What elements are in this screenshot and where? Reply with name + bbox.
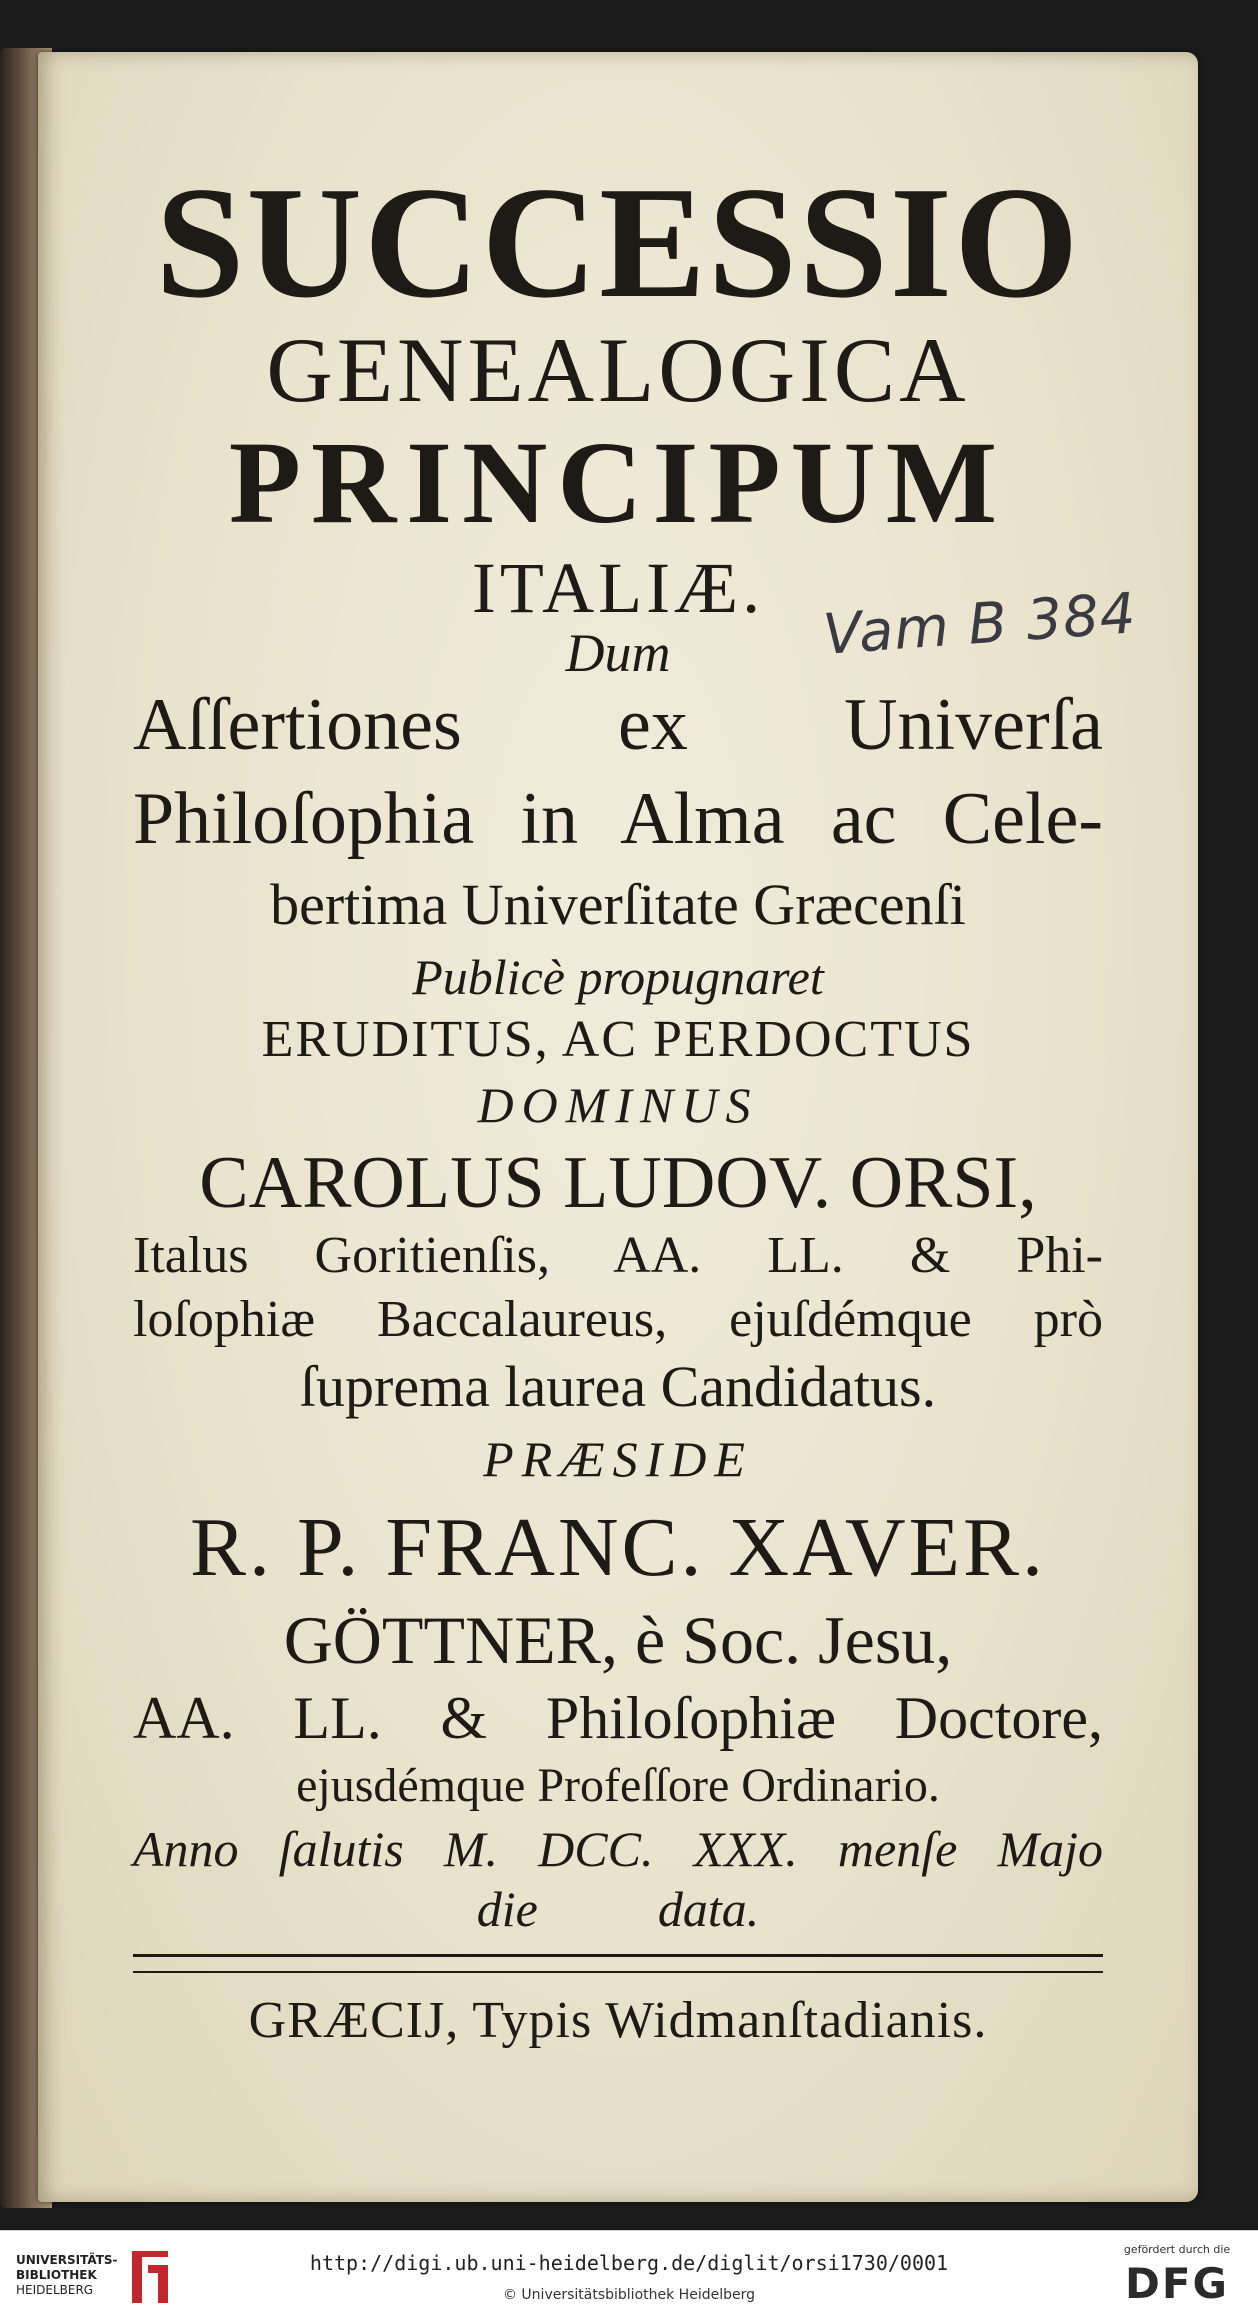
praeses-surname: GÖTTNER, è Soc. Jesu, xyxy=(283,1602,953,1678)
respondent-name: CAROLUS LUDOV. ORSI, xyxy=(199,1142,1037,1224)
permalink-url[interactable]: http://digi.ub.uni-heidelberg.de/diglit/orsi1730/0001 xyxy=(309,2251,949,2275)
praeses-name: R. P. FRANC. XAVER. xyxy=(189,1501,1047,1594)
dominus-text: DOMINUS xyxy=(477,1077,759,1133)
date-line: Anno ſalutis M. DCC. XXX. menſe Majo xyxy=(133,1821,1103,1877)
title-page-text xyxy=(133,153,1103,2057)
ub-heidelberg-logo-icon[interactable]: UNIVERSITÄTS- BIBLIOTHEK HEIDELBERG xyxy=(16,2253,118,2297)
eruditus-text: ERUDITUS, AC PERDOCTUS xyxy=(261,1011,975,1068)
footer-bar xyxy=(0,2230,1258,2322)
die-text: die xyxy=(476,1881,538,1937)
assertiones-line-3: bertima Univerſitate Græcenſi xyxy=(270,872,966,937)
praeses-degree: AA. LL. & Philoſophiæ Doctore, xyxy=(133,1685,1103,1751)
title-page xyxy=(38,52,1198,2202)
respondent-desc-3: ſuprema laurea Candidatus. xyxy=(299,1354,937,1419)
title-principum: PRINCIPUM xyxy=(228,417,1008,548)
respondent-desc-1: Italus Goritienſis, AA. LL. & Phi- xyxy=(133,1227,1103,1284)
copyright-text: © Universitätsbibliothek Heidelberg xyxy=(502,2287,755,2303)
data-text: data. xyxy=(657,1881,760,1937)
praeside-text: PRÆSIDE xyxy=(483,1431,753,1487)
shelfmark-annotation: Vam B 384 xyxy=(821,581,1139,668)
imprint: GRÆCIJ, Typis Widmanſtadianis. xyxy=(248,1992,988,2049)
double-rule xyxy=(133,1954,1103,1973)
title-italiae: ITALIÆ. xyxy=(471,548,765,628)
dfg-logo-icon[interactable]: DFG xyxy=(1124,2259,1230,2308)
assertiones-line-1: Aſſertiones ex Univerſa xyxy=(133,684,1103,766)
funding-caption: gefördert durch die xyxy=(1123,2243,1231,2256)
die-data-line xyxy=(133,1881,1103,1942)
praeses-position: ejusdémque Profeſſore Ordinario. xyxy=(296,1759,940,1812)
title-successio: SUCCESSIO xyxy=(155,153,1081,331)
publice-text: Publicè propugnaret xyxy=(412,949,824,1005)
title-genealogica: GENEALOGICA xyxy=(266,319,970,421)
respondent-desc-2: loſophiæ Baccalaureus, ejuſdémque prò xyxy=(133,1291,1103,1348)
dum-text: Dum xyxy=(565,623,671,683)
assertiones-line-2: Philoſophia in Alma ac Cele- xyxy=(133,778,1103,860)
